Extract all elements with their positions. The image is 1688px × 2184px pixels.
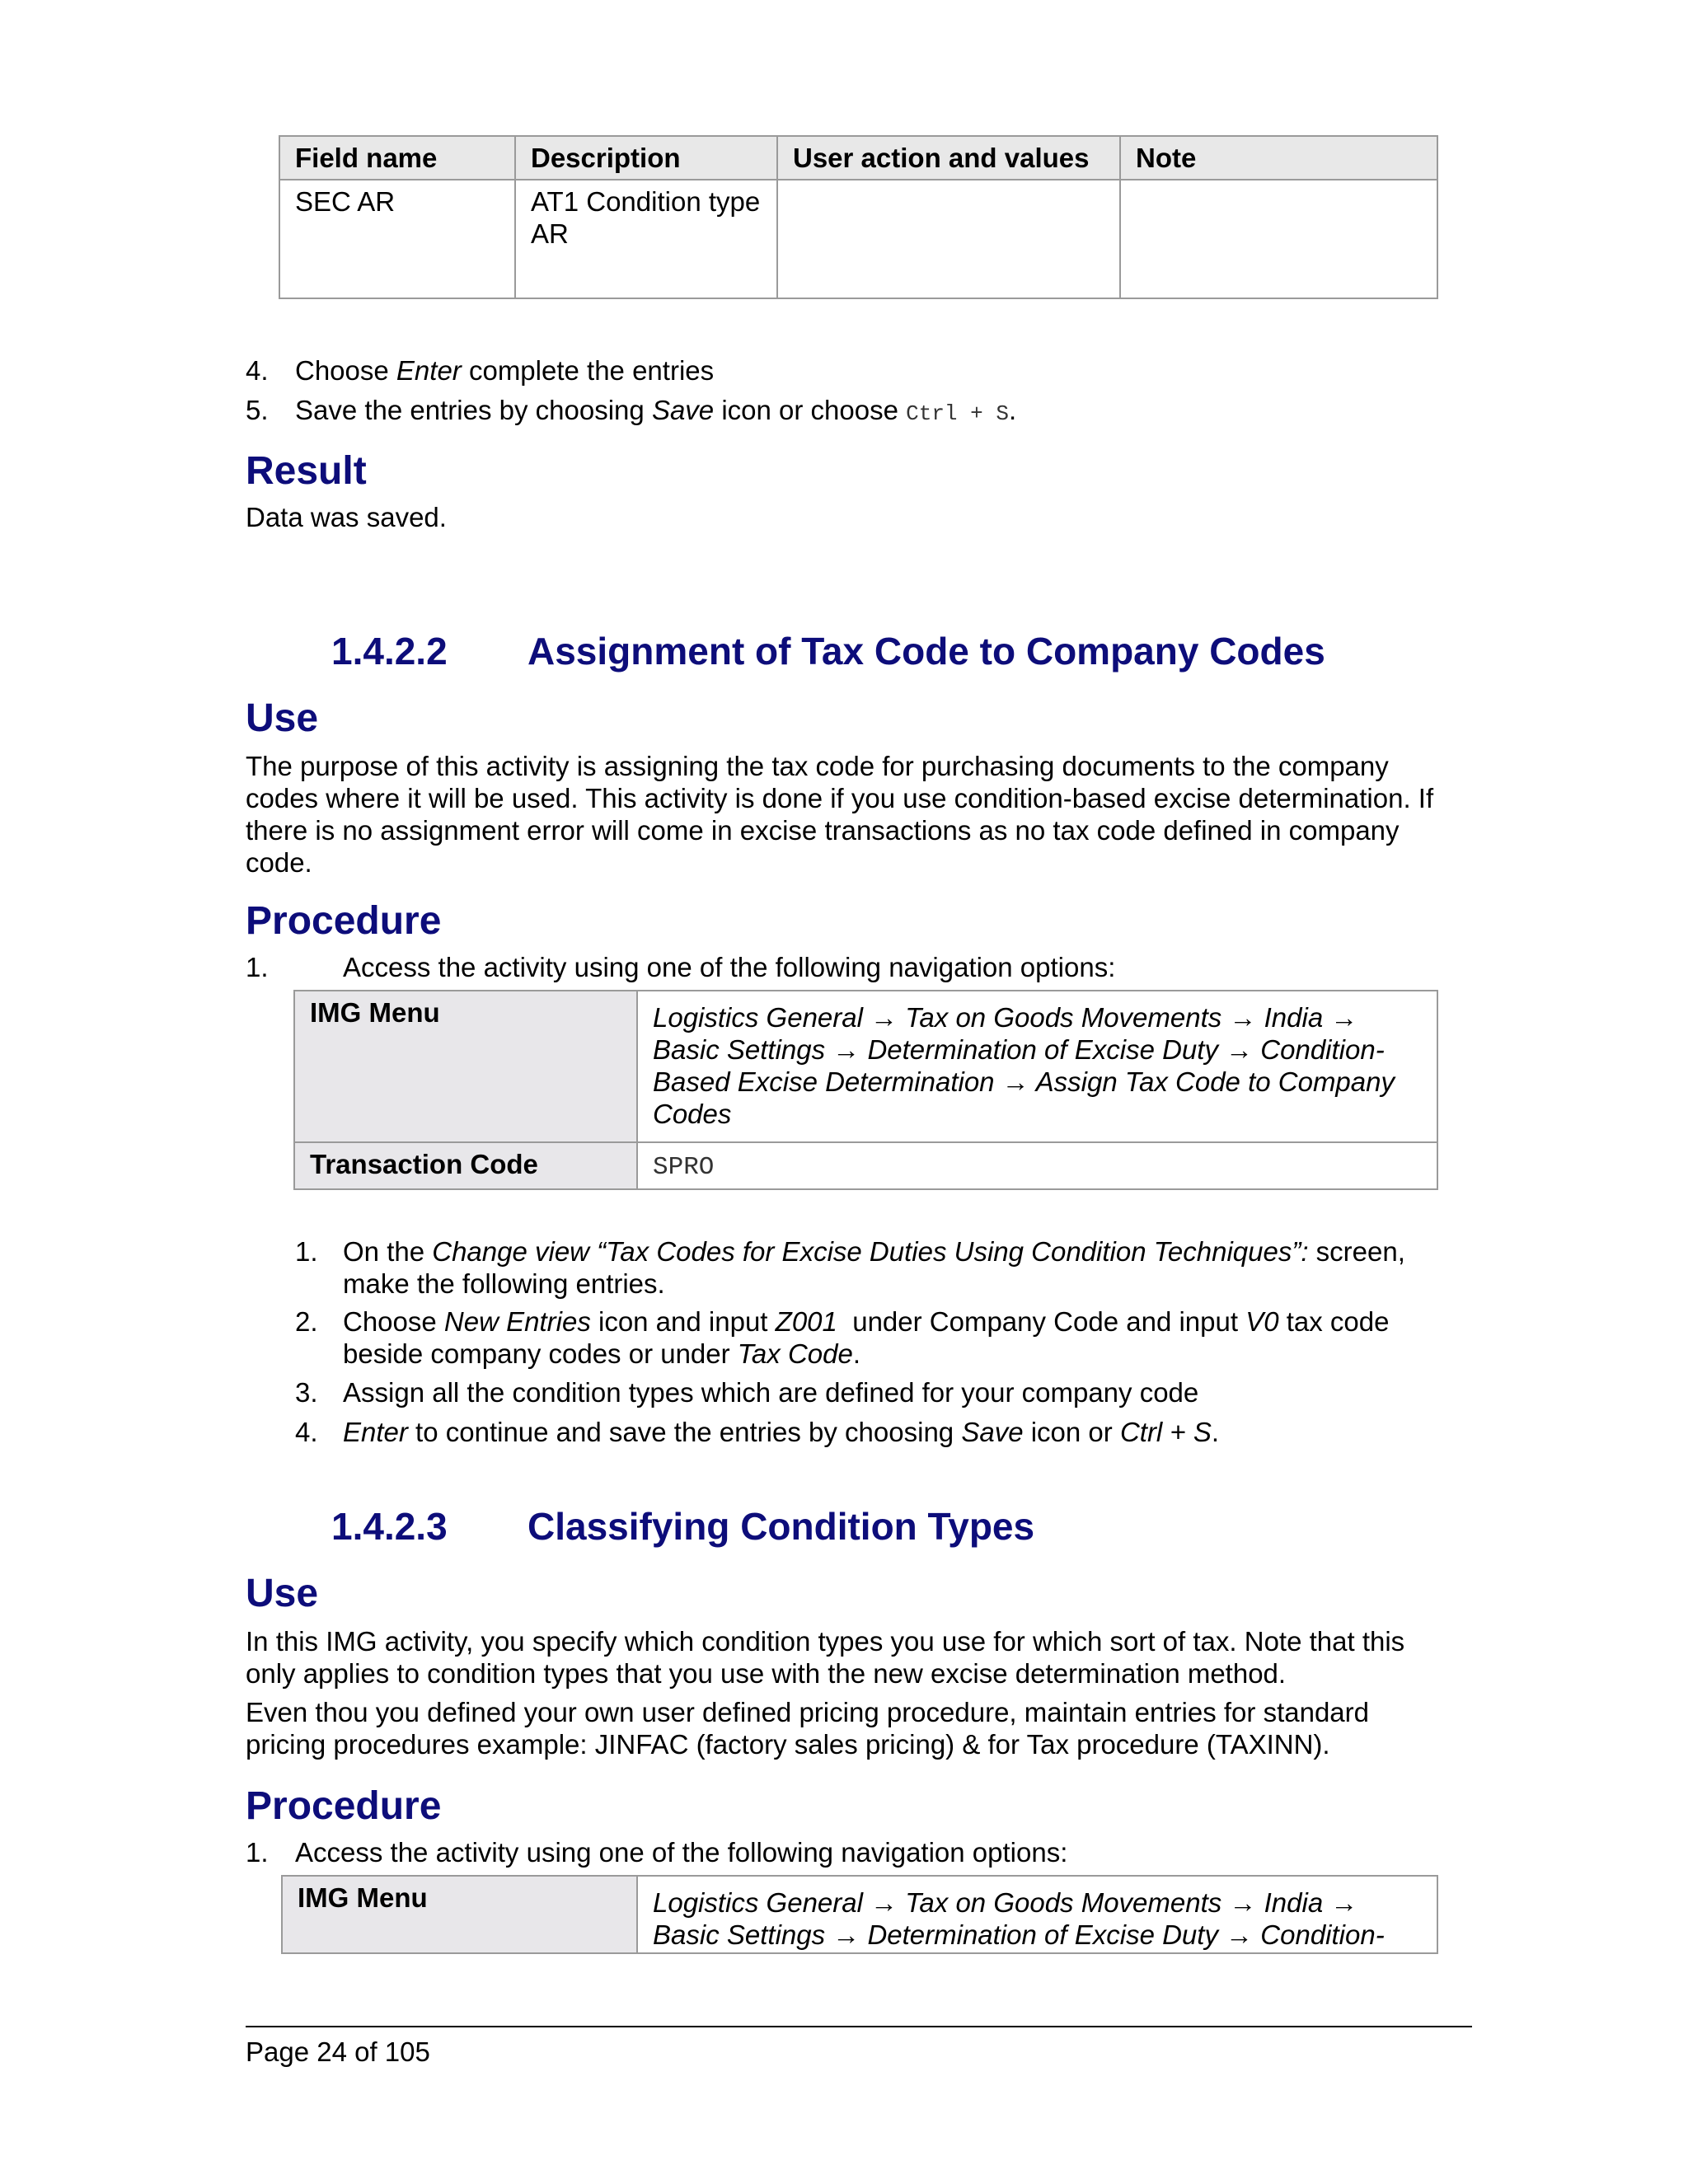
use-heading: Use xyxy=(246,1572,319,1615)
header-field-name: Field name xyxy=(279,136,515,180)
section-title: Assignment of Tax Code to Company Codes xyxy=(528,630,1325,673)
header-note: Note xyxy=(1120,136,1437,180)
transaction-code-label: Transaction Code xyxy=(294,1142,637,1189)
img-menu-path: Logistics General → Tax on Goods Movements → India → Basic Settings → Determination of Excise Duty → Condition- xyxy=(637,1876,1437,1953)
field-table-header-row xyxy=(279,136,1437,180)
use-paragraph: The purpose of this activity is assigning the tax code for purchasing documents to the company codes where it will be used. This activity is done if you use condition-based excise determination. If there is no assignment error will come in excise transactions as no tax code defined in company code. xyxy=(246,751,1434,878)
table-row xyxy=(294,991,1437,1142)
header-description: Description xyxy=(515,136,777,180)
section-title: Classifying Condition Types xyxy=(528,1505,1035,1548)
img-menu-label: IMG Menu xyxy=(282,1876,637,1953)
use-heading: Use xyxy=(246,696,319,740)
section-number: 1.4.2.2 xyxy=(331,630,448,673)
procedure-heading: Procedure xyxy=(246,899,442,943)
img-menu-path: Logistics General → Tax on Goods Movements → India → Basic Settings → Determination of Excise Duty → Condition-Based Excise Determination → Assign Tax Code to Company Codes xyxy=(637,991,1437,1142)
use-paragraph: Even thou you defined your own user defined pricing procedure, maintain entries for standard pricing procedures example: JINFAC (factory sales pricing) & for Tax procedure (TAXINN). xyxy=(246,1697,1369,1760)
page-number: Page 24 of 105 xyxy=(246,2036,430,2067)
transaction-code-value: SPRO xyxy=(637,1142,1437,1189)
table-row xyxy=(294,1142,1437,1189)
navigation-table xyxy=(281,1875,1438,1954)
footer-divider xyxy=(246,2026,1472,2027)
result-heading: Result xyxy=(246,449,367,493)
cell-user-action xyxy=(777,180,1120,298)
field-table xyxy=(279,135,1438,299)
header-user-action: User action and values xyxy=(777,136,1120,180)
cell-note xyxy=(1120,180,1437,298)
result-text: Data was saved. xyxy=(246,502,447,532)
img-menu-label: IMG Menu xyxy=(294,991,637,1142)
table-row xyxy=(279,180,1437,298)
procedure-heading: Procedure xyxy=(246,1784,442,1828)
section-number: 1.4.2.3 xyxy=(331,1505,448,1548)
navigation-table xyxy=(293,990,1438,1190)
table-row xyxy=(282,1876,1437,1953)
cell-description: AT1 Condition type AR xyxy=(515,180,777,298)
cell-field-name: SEC AR xyxy=(279,180,515,298)
use-paragraph: In this IMG activity, you specify which condition types you use for which sort of tax. Note that this only applies to condition types that you use with the new excise determination method. xyxy=(246,1626,1405,1689)
